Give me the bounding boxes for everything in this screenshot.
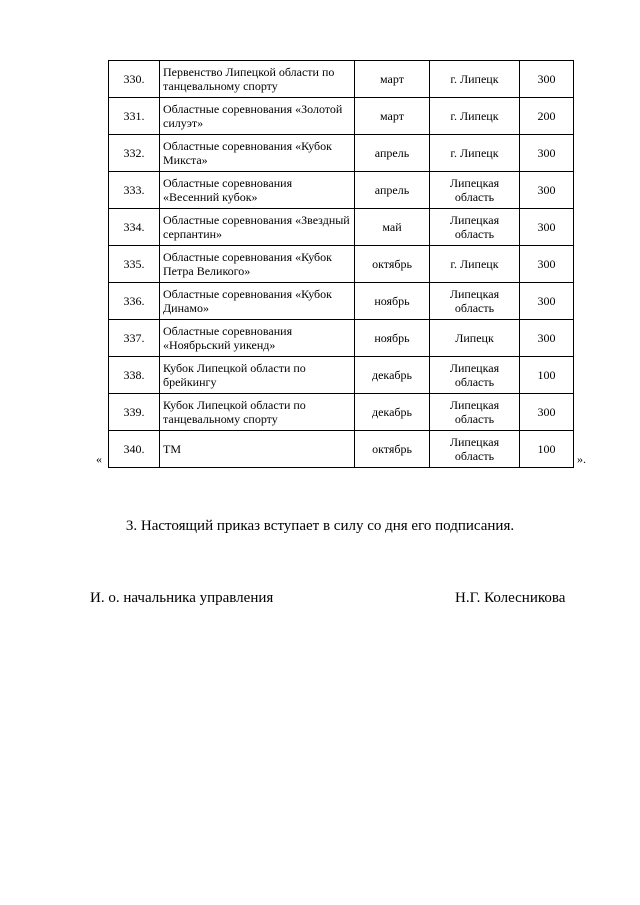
row-number: 336.	[109, 283, 160, 320]
participant-count: 300	[520, 135, 574, 172]
participant-count: 100	[520, 431, 574, 468]
events-table	[108, 60, 574, 468]
participant-count: 300	[520, 172, 574, 209]
event-place: г. Липецк	[430, 135, 520, 172]
table-row	[109, 209, 574, 246]
event-place: Липецкая область	[430, 357, 520, 394]
row-number: 337.	[109, 320, 160, 357]
event-month: апрель	[355, 135, 430, 172]
event-month: октябрь	[355, 431, 430, 468]
table-row	[109, 357, 574, 394]
event-place: Липецк	[430, 320, 520, 357]
participant-count: 300	[520, 283, 574, 320]
event-place: г. Липецк	[430, 98, 520, 135]
row-number: 333.	[109, 172, 160, 209]
event-name: Областные соревнования «Кубок Микста»	[160, 135, 355, 172]
closing-quote-mark: ».	[577, 452, 586, 466]
participant-count: 300	[520, 209, 574, 246]
event-month: май	[355, 209, 430, 246]
participant-count: 300	[520, 246, 574, 283]
event-name: Кубок Липецкой области по танцевальному спорту	[160, 394, 355, 431]
event-name: Первенство Липецкой области по танцевальному спорту	[160, 61, 355, 98]
table-row	[109, 98, 574, 135]
event-month: апрель	[355, 172, 430, 209]
row-number: 330.	[109, 61, 160, 98]
event-month: декабрь	[355, 394, 430, 431]
event-month: декабрь	[355, 357, 430, 394]
table-row	[109, 172, 574, 209]
event-month: октябрь	[355, 246, 430, 283]
row-number: 339.	[109, 394, 160, 431]
table-row	[109, 61, 574, 98]
participant-count: 200	[520, 98, 574, 135]
row-number: 338.	[109, 357, 160, 394]
table-row	[109, 246, 574, 283]
row-number: 331.	[109, 98, 160, 135]
event-name: Областные соревнования «Кубок Петра Великого»	[160, 246, 355, 283]
table-row	[109, 394, 574, 431]
event-name: Областные соревнования «Золотой силуэт»	[160, 98, 355, 135]
participant-count: 100	[520, 357, 574, 394]
event-name: Областные соревнования «Весенний кубок»	[160, 172, 355, 209]
table-row	[109, 283, 574, 320]
participant-count: 300	[520, 61, 574, 98]
table-row	[109, 431, 574, 468]
event-name: Областные соревнования «Ноябрьский уикенд»	[160, 320, 355, 357]
event-place: г. Липецк	[430, 246, 520, 283]
participant-count: 300	[520, 394, 574, 431]
signatory-role: И. о. начальника управления	[90, 590, 274, 606]
event-place: Липецкая область	[430, 283, 520, 320]
row-number: 335.	[109, 246, 160, 283]
row-number: 340.	[109, 431, 160, 468]
signatory-name: Н.Г. Колесникова	[455, 590, 566, 606]
event-month: март	[355, 61, 430, 98]
event-name: TM	[160, 431, 355, 468]
opening-quote-mark: «	[96, 452, 102, 466]
event-place: Липецкая область	[430, 209, 520, 246]
event-month: ноябрь	[355, 320, 430, 357]
event-place: Липецкая область	[430, 172, 520, 209]
event-name: Областные соревнования «Звездный серпантин»	[160, 209, 355, 246]
event-month: ноябрь	[355, 283, 430, 320]
event-name: Областные соревнования «Кубок Динамо»	[160, 283, 355, 320]
row-number: 334.	[109, 209, 160, 246]
table-row	[109, 320, 574, 357]
row-number: 332.	[109, 135, 160, 172]
event-place: г. Липецк	[430, 61, 520, 98]
event-name: Кубок Липецкой области по брейкингу	[160, 357, 355, 394]
event-place: Липецкая область	[430, 431, 520, 468]
table-row	[109, 135, 574, 172]
event-month: март	[355, 98, 430, 135]
events-table-body	[109, 61, 574, 468]
order-clause: 3. Настоящий приказ вступает в силу со дня его подписания.	[125, 518, 515, 534]
event-place: Липецкая область	[430, 394, 520, 431]
participant-count: 300	[520, 320, 574, 357]
